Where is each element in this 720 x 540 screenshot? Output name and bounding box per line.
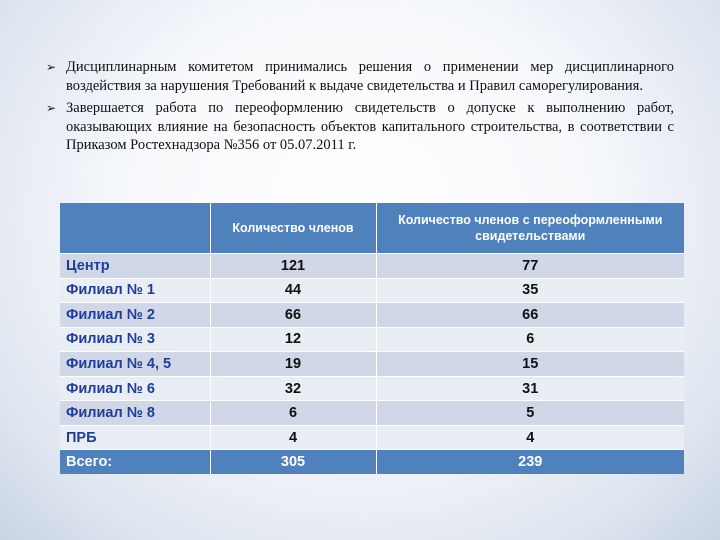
table-row — [60, 425, 684, 450]
reissued-value: 4 — [376, 425, 684, 450]
members-value: 32 — [210, 376, 376, 401]
table-total-row — [60, 450, 684, 474]
branch-name: Филиал № 8 — [60, 401, 210, 426]
header-members-count: Количество членов — [210, 203, 376, 254]
members-value: 6 — [210, 401, 376, 426]
bullet-text: Дисциплинарным комитетом принимались решения о применении мер дисциплинарного воздействия за нарушения Требований к выдаче свидетельства и Правил саморегулирования. — [66, 59, 674, 94]
branch-name: Филиал № 2 — [60, 303, 210, 328]
table-header-row — [60, 203, 684, 254]
branch-name: Филиал № 1 — [60, 278, 210, 303]
members-table-container — [60, 203, 684, 474]
branch-name: Центр — [60, 254, 210, 279]
members-table — [60, 203, 684, 474]
branch-name: Филиал № 6 — [60, 376, 210, 401]
table-row — [60, 327, 684, 352]
members-value: 19 — [210, 352, 376, 377]
arrowhead-bullet-icon: ➢ — [46, 101, 57, 115]
branch-name: Филиал № 3 — [60, 327, 210, 352]
arrowhead-bullet-icon: ➢ — [46, 60, 57, 74]
branch-name: Филиал № 4, 5 — [60, 352, 210, 377]
reissued-value: 77 — [376, 254, 684, 279]
header-empty-cell — [60, 203, 210, 254]
members-value: 121 — [210, 254, 376, 279]
table-row — [60, 254, 684, 279]
members-value: 12 — [210, 327, 376, 352]
total-label: Всего: — [60, 450, 210, 474]
total-members-value: 305 — [210, 450, 376, 474]
reissued-value: 31 — [376, 376, 684, 401]
bullet-list — [46, 58, 674, 159]
table-row — [60, 278, 684, 303]
table-row — [60, 352, 684, 377]
header-reissued-count: Количество членов с переоформленными свидетельствами — [376, 203, 684, 254]
members-value: 66 — [210, 303, 376, 328]
members-value: 44 — [210, 278, 376, 303]
branch-name: ПРБ — [60, 425, 210, 450]
table-row — [60, 303, 684, 328]
reissued-value: 66 — [376, 303, 684, 328]
bullet-item — [46, 99, 674, 155]
reissued-value: 35 — [376, 278, 684, 303]
members-value: 4 — [210, 425, 376, 450]
reissued-value: 15 — [376, 352, 684, 377]
bullet-item — [46, 58, 674, 95]
bullet-text: Завершается работа по переоформлению свидетельств о допуске к выполнению работ, оказывающих влияние на безопасность объектов капитального строительства, в соответствии с Приказом Ростехнадзора №356 от 05.07.2011 г. — [66, 100, 674, 153]
table-row — [60, 376, 684, 401]
total-reissued-value: 239 — [376, 450, 684, 474]
table-row — [60, 401, 684, 426]
reissued-value: 5 — [376, 401, 684, 426]
reissued-value: 6 — [376, 327, 684, 352]
